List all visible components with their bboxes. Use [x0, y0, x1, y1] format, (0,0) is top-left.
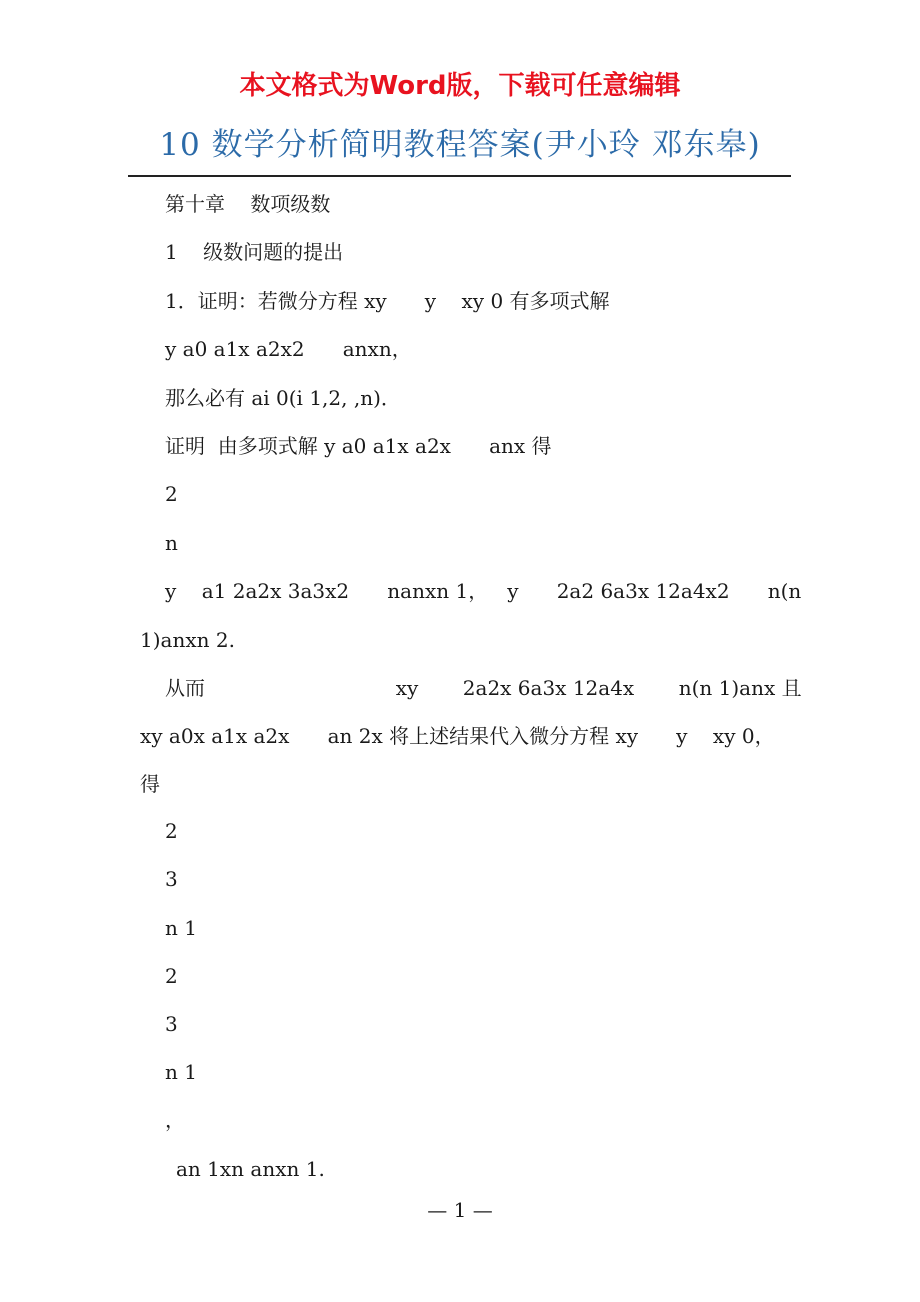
text-line: an 1xn anxn 1.: [176, 1157, 325, 1181]
text-line: 从而 xy 2a2x 6a3x 12a4x n(n 1)anx 且: [165, 676, 802, 700]
document-title: 10 数学分析简明教程答案(尹小玲 邓东皋): [159, 127, 761, 163]
proof-line: 证明 由多项式解 y a0 a1x a2x anx 得: [165, 434, 552, 458]
title-divider: [128, 175, 791, 177]
text-line: 3: [165, 867, 178, 891]
text-line: 得: [140, 772, 160, 796]
text-line: 2: [165, 819, 178, 843]
text-line: y a0 a1x a2x2 anxn，: [165, 337, 412, 361]
section-heading: 1 级数问题的提出: [165, 240, 344, 264]
text-line: 2: [165, 482, 178, 506]
page-number: — 1 —: [427, 1198, 493, 1222]
text-line: ，: [165, 1108, 185, 1132]
download-banner: 本文格式为Word版，下载可任意编辑: [239, 71, 681, 101]
problem-statement: 1．证明：若微分方程 xy y xy 0 有多项式解: [165, 289, 610, 313]
text-line: n 1: [165, 916, 197, 940]
text-line: 2: [165, 964, 178, 988]
text-line: y a1 2a2x 3a3x2 nanxn 1， y 2a2 6a3x 12a4x2 n(n: [165, 579, 802, 603]
chapter-heading: 第十章 数项级数: [165, 192, 331, 216]
text-line: xy a0x a1x a2x an 2x 将上述结果代入微分方程 xy y xy 0，: [140, 724, 775, 748]
text-line: 1)anxn 2.: [140, 628, 235, 652]
text-line: n: [165, 531, 178, 555]
text-line: n 1: [165, 1060, 197, 1084]
text-line: 那么必有 ai 0(i 1,2, ,n)．: [165, 386, 401, 410]
text-line: 3: [165, 1012, 178, 1036]
